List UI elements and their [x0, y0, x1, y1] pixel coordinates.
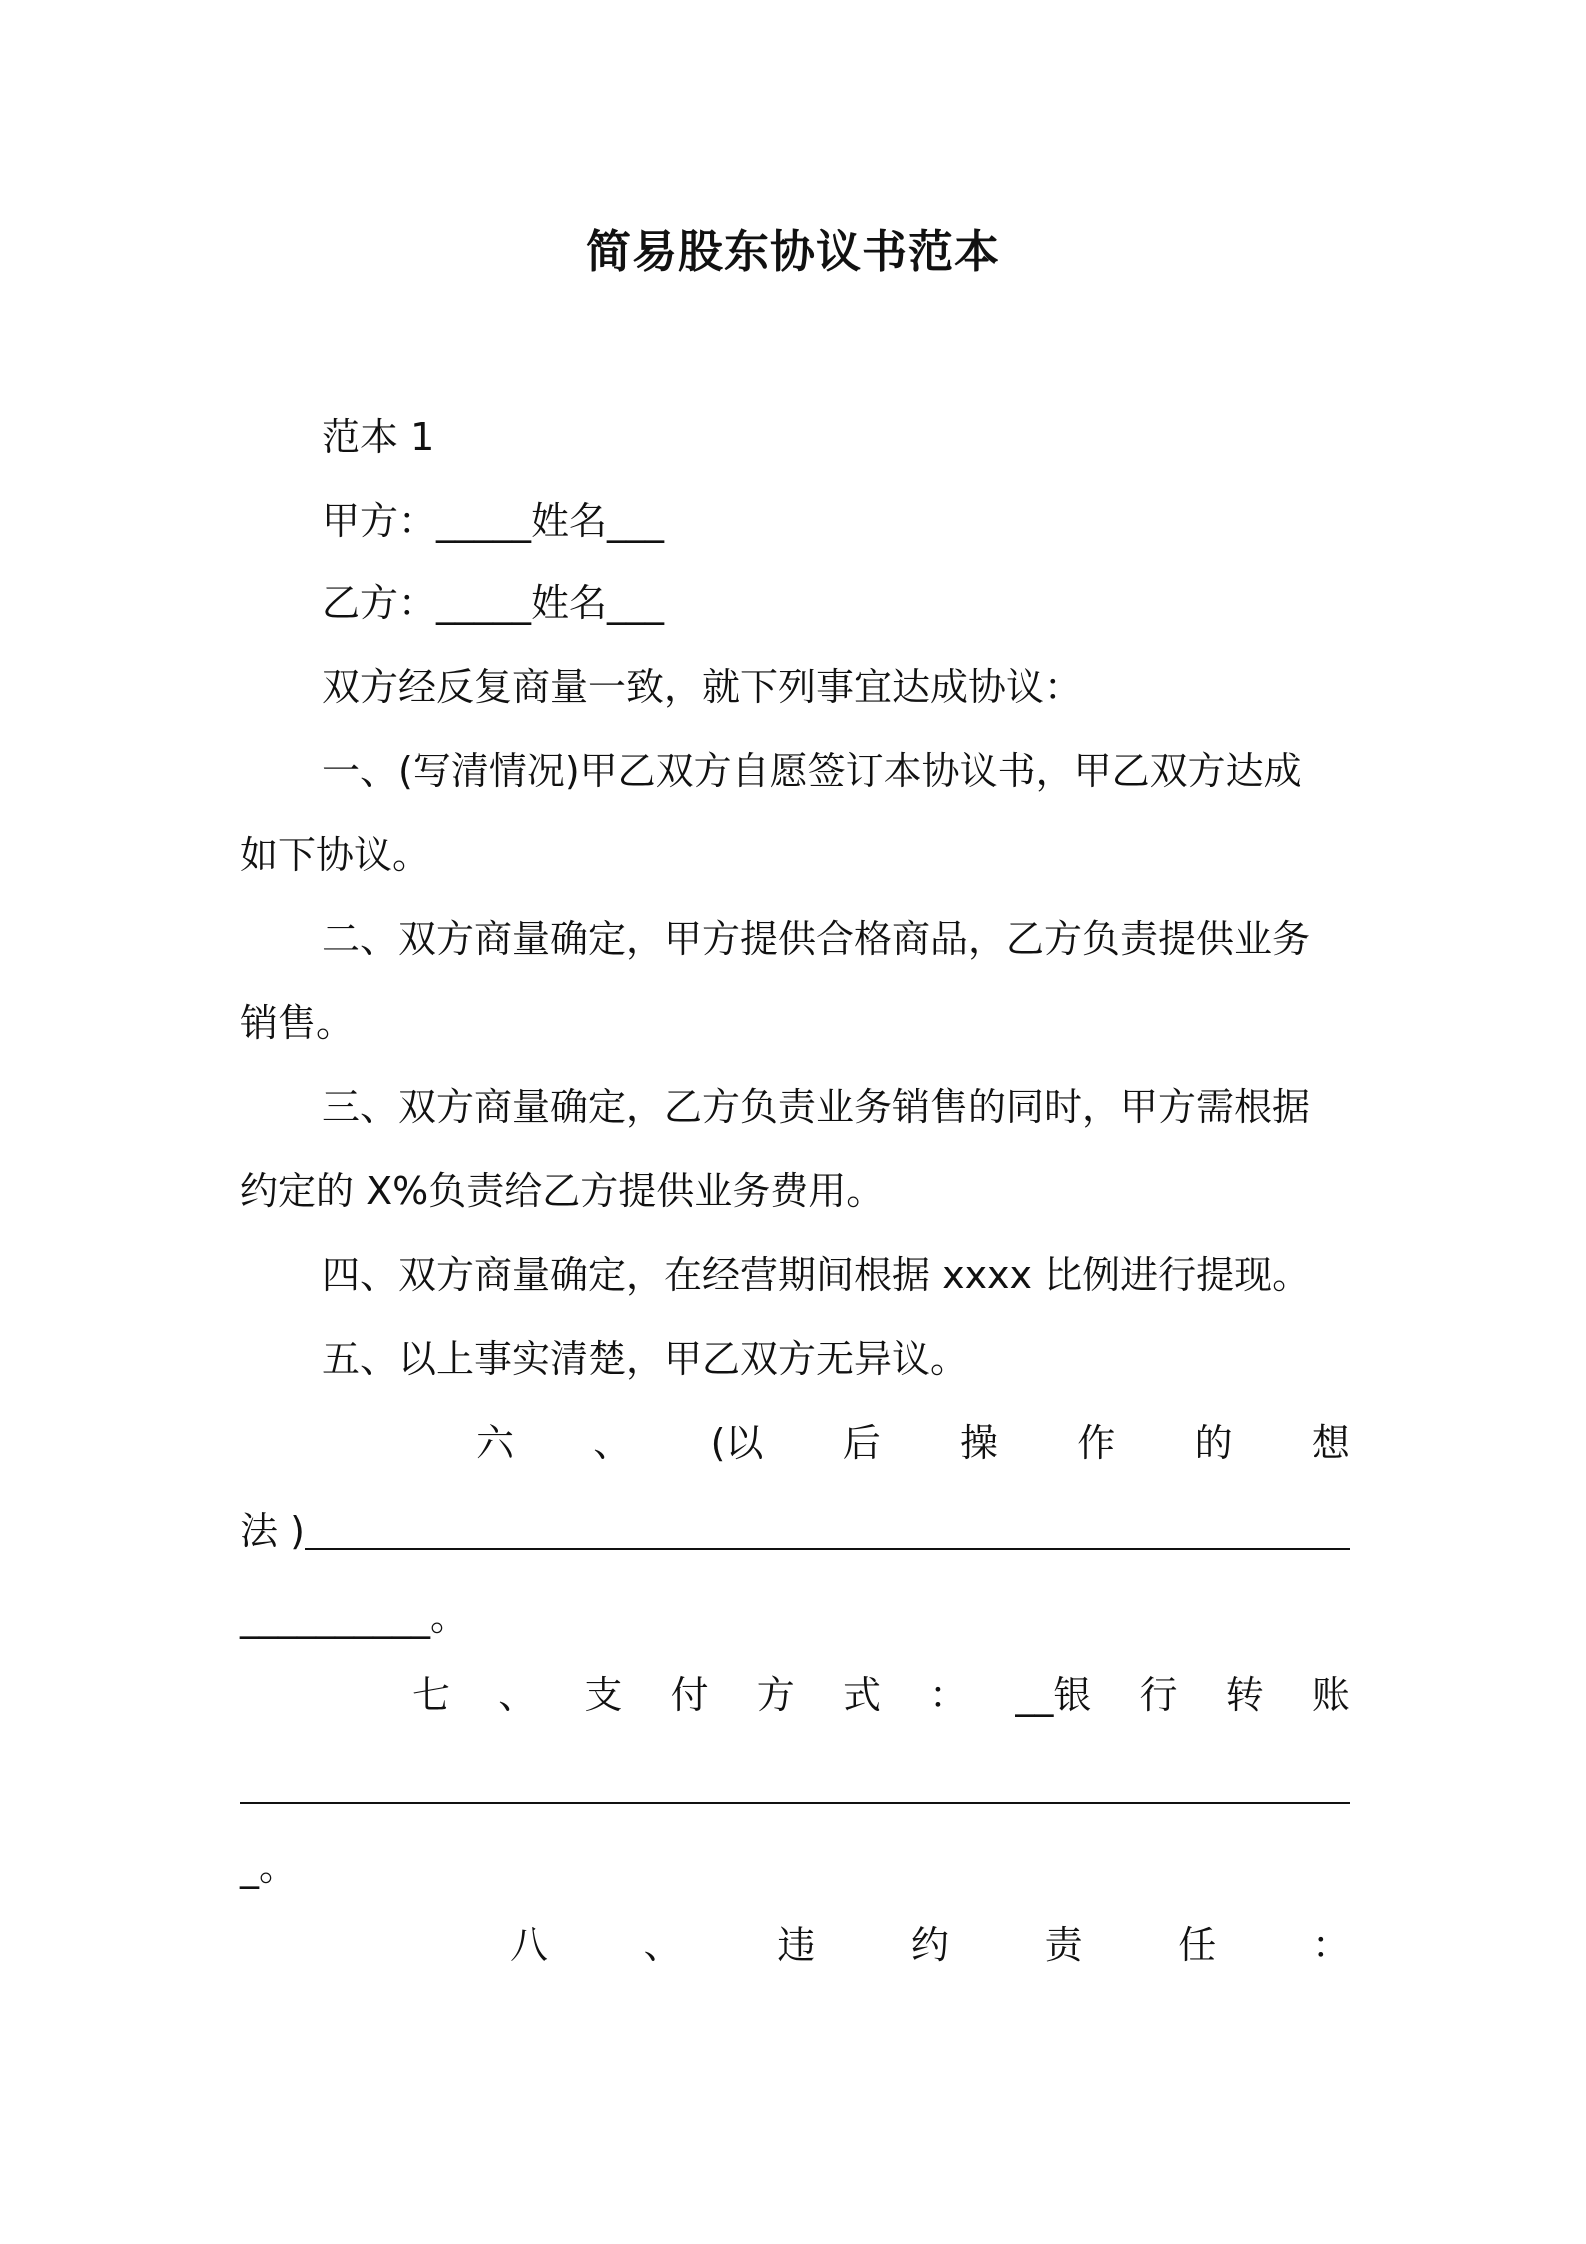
clause-6-token: 后 — [842, 1421, 881, 1465]
sample-label: 范本 1 — [322, 415, 435, 459]
fill-in-blank — [305, 1548, 1350, 1550]
clause-8-token: 、 — [643, 1923, 682, 1967]
clause-7-token: 、 — [498, 1673, 537, 1717]
intro-paragraph: 双方经反复商量一致，就下列事宜达成协议： — [322, 665, 1083, 709]
clause-6-token: (以 — [710, 1421, 764, 1465]
clause-6-prefix: 法 ) — [240, 1509, 305, 1553]
document-title: 简易股东协议书范本 — [585, 225, 1000, 278]
clause-6-token: 六 — [476, 1421, 515, 1465]
clause-8-token: 违 — [777, 1923, 816, 1967]
clause-6-line-3: __________。 — [240, 1595, 469, 1639]
clause-8-token: 八 — [510, 1923, 549, 1967]
clause-7-token: 账 — [1311, 1673, 1350, 1717]
clause-6-token: 作 — [1077, 1421, 1116, 1465]
clause-6-token: 、 — [593, 1421, 632, 1465]
clause-1-line-2: 如下协议。 — [240, 833, 431, 877]
clause-1-line-1: 一、(写清情况)甲乙双方自愿签订本协议书，甲乙双方达成 — [322, 749, 1302, 793]
clause-5: 五、以上事实清楚，甲乙双方无异议。 — [322, 1337, 969, 1381]
clause-7-token: 方 — [756, 1673, 795, 1717]
clause-7-token: 七 — [412, 1673, 451, 1717]
clause-7-line-1 — [240, 1670, 1350, 1720]
clause-7-token: __银 — [1015, 1673, 1092, 1717]
clause-7-token: 支 — [584, 1673, 623, 1717]
clause-6-token: 想 — [1311, 1421, 1350, 1465]
clause-8-token: 责 — [1044, 1923, 1083, 1967]
clause-7-line-2 — [240, 1760, 1350, 1810]
clause-2-line-1: 二、双方商量确定，甲方提供合格商品，乙方负责提供业务 — [322, 917, 1311, 961]
clause-3-line-1: 三、双方商量确定，乙方负责业务销售的同时，甲方需根据 — [322, 1085, 1311, 1129]
party-a-line: 甲方：_____姓名___ — [322, 499, 665, 543]
clause-6-token: 的 — [1194, 1421, 1233, 1465]
clause-6-line-1 — [240, 1418, 1350, 1468]
clause-7-token: ： — [929, 1673, 968, 1717]
clause-7-line-3: _。 — [240, 1845, 298, 1889]
clause-6-line-2 — [240, 1506, 1350, 1556]
clause-7-token: 转 — [1225, 1673, 1264, 1717]
clause-8-token: 约 — [910, 1923, 949, 1967]
clause-7-token: 行 — [1139, 1673, 1178, 1717]
clause-7-token: 式 — [842, 1673, 881, 1717]
party-b-line: 乙方：_____姓名___ — [322, 581, 665, 625]
clause-8-token: 任 — [1178, 1923, 1217, 1967]
clause-4: 四、双方商量确定，在经营期间根据 xxxx 比例进行提现。 — [322, 1253, 1311, 1297]
clause-7-token: 付 — [670, 1673, 709, 1717]
clause-2-line-2: 销售。 — [240, 1001, 355, 1045]
clause-8-token: ： — [1311, 1923, 1350, 1967]
fill-in-blank — [240, 1802, 1350, 1804]
clause-3-line-2: 约定的 X%负责给乙方提供业务费用。 — [240, 1169, 885, 1213]
clause-8-line-1 — [240, 1920, 1350, 1970]
clause-6-token: 操 — [960, 1421, 999, 1465]
